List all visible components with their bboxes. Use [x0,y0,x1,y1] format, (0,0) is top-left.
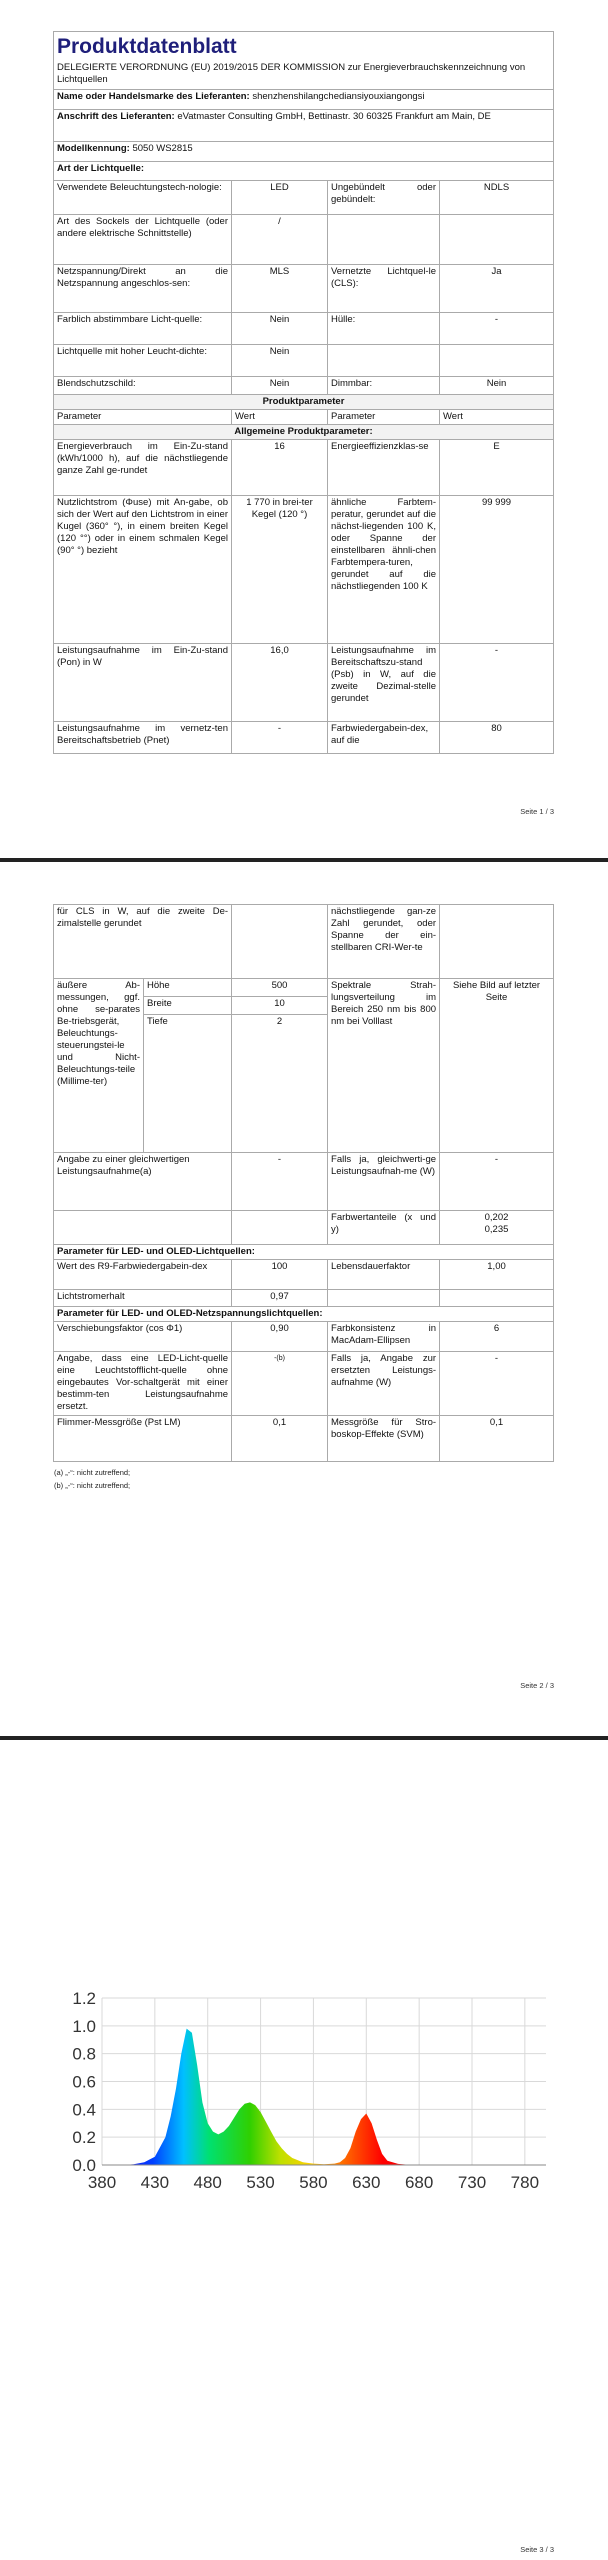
luminous-flux-label: Nutzlichtstrom (Φuse) mit An-gabe, ob sich der Wert auf den Lichtstrom in einer Kugel (360° °), in einem breiten Kegel (120 °°) oder in einem schmalen Kegel (90° °) bezieht [54,496,232,644]
cri-label-cont: nächstliegende gan-ze Zahl gerundet, oder Spanne der ein-stellbaren CRI-Wer-te [328,905,440,979]
footnotes [54,1466,130,1492]
envelope-label: Hülle: [328,313,440,345]
x-tick-label: 730 [457,2173,487,2192]
equivalent-power-w-label: Falls ja, gleichwerti-ge Leistungsaufnah-me (W) [328,1153,440,1211]
energy-class-value: E [440,440,554,496]
page-1 [0,0,608,828]
width-value: 10 [232,997,328,1015]
survival-factor-label: Lebensdauerfaktor [328,1260,440,1290]
spectral-distribution-label: Spektrale Strah-lungsverteilung im Bereich 250 nm bis 800 nm bei Volllast [328,979,440,1153]
light-type-label: Art der Lichtquelle: [54,162,554,181]
supplier-name: shenzhenshilangchediansiyouxiangongsi [252,91,425,102]
depth-label: Tiefe [144,1015,232,1153]
column-header-value: Wert [232,410,328,425]
chromaticity-x-value: 0,202 [484,1212,509,1223]
x-tick-label: 380 [87,2173,117,2192]
high-luminance-value: Nein [232,345,328,377]
fluorescent-replacement-label: Angabe, dass eine LED-Licht-quelle eine Leuchtstofflicht-quelle ohne eingebautes Vor-schaltgerät mit einer bestimm-ten Leistungsaufnahme ersetzt. [54,1352,232,1416]
x-tick-label: 580 [299,2173,328,2192]
equivalent-power-w-value: - [440,1153,554,1211]
product-datasheet-table-2 [53,904,554,1462]
page-footer: Seite 3 / 3 [520,2545,554,2554]
standby-power-label: Leistungsaufnahme im Bereitschaftszu-stand (Psb) in W, auf die zweite Dezimal-stelle gerundet [328,644,440,722]
r9-value: 100 [232,1260,328,1290]
model-id: 5050 WS2815 [132,143,193,154]
luminous-flux-value: 1 770 in brei-ter Kegel (120 °) [232,496,328,644]
dimmable-label: Dimmbar: [328,377,440,395]
energy-class-label: Energieeffizienzklas-se [328,440,440,496]
network-standby-label: Leistungsaufnahme im vernetz-ten Bereitschaftsbetrieb (Pnet) [54,722,232,754]
supplier-address: eVatmaster Consulting GmbH, Bettinastr. 30 60325 Frankfurt am Main, DE [177,111,491,122]
survival-factor-value: 1,00 [440,1260,554,1290]
y-tick-label: 0.2 [72,2128,96,2148]
replaced-power-value: - [440,1352,554,1416]
cls-label: Vernetzte Lichtquel-le (CLS): [328,265,440,313]
supplier-address-label: Anschrift des Lieferanten: [57,111,175,122]
chromaticity-y-value: 0,235 [484,1224,509,1235]
y-tick-label: 0.0 [72,2156,96,2175]
energy-consumption-value: 16 [232,440,328,496]
flicker-label: Flimmer-Messgröße (Pst LM) [54,1416,232,1462]
footnote-b: (b) „-“: nicht zutreffend; [54,1481,131,1490]
y-tick-label: 1.0 [72,2016,96,2036]
equivalent-power-label: Angabe zu einer gleichwertigen Leistungsaufnahme(a) [54,1153,232,1211]
model-label: Modellkennung: [57,143,130,154]
color-consistency-label: Farbkonsistenz in MacAdam-Ellipsen [328,1322,440,1352]
cls-value: Ja [440,265,554,313]
energy-consumption-label: Energieverbrauch im Ein-Zu-stand (kWh/1000 h), auf die nächstliegende ganze Zahl ge-rundet [54,440,232,496]
height-value: 500 [232,979,328,997]
page-separator [0,858,608,862]
fluorescent-replacement-value: -(b) [232,1352,328,1416]
lumen-maintenance-value: 0,97 [232,1290,328,1307]
chromaticity-label: Farbwertanteile (x und y) [328,1211,440,1245]
r9-label: Wert des R9-Farbwiedergabein-dex [54,1260,232,1290]
spectral-distribution-chart [46,1990,556,2200]
led-parameters-heading: Parameter für LED- und OLED-Lichtquellen: [54,1245,554,1260]
page-separator [0,1736,608,1740]
anti-glare-value: Nein [232,377,328,395]
x-tick-label: 430 [140,2173,170,2192]
cri-label: Farbwiedergabein-dex, auf die [328,722,440,754]
displacement-factor-label: Verschiebungsfaktor (cos Φ1) [54,1322,232,1352]
stroboscopic-label: Messgröße für Stro-boskop-Effekte (SVM) [328,1416,440,1462]
cct-value: 99 999 [440,496,554,644]
page-footer: Seite 2 / 3 [520,1681,554,1690]
socket-value: / [232,215,328,265]
x-tick-label: 780 [510,2173,540,2192]
width-label: Breite [144,997,232,1015]
x-tick-label: 680 [404,2173,434,2192]
column-header-value-2: Wert [440,410,554,425]
y-tick-label: 0.6 [72,2072,96,2092]
network-standby-label-cont: für CLS in W, auf die zweite De-zimalstelle gerundet [54,905,232,979]
equivalent-power-value: - [232,1153,328,1211]
socket-label: Art des Sockels der Lichtquelle (oder andere elektrische Schnittstelle) [54,215,232,265]
flicker-value: 0,1 [232,1416,328,1462]
page-footer: Seite 1 / 3 [520,807,554,816]
depth-value: 2 [232,1015,328,1153]
color-tunable-label: Farblich abstimmbare Licht-quelle: [54,313,232,345]
page-2 [0,884,608,1710]
lumen-maintenance-label: Lichtstromerhalt [54,1290,232,1307]
dimmable-value: Nein [440,377,554,395]
dls-label: Ungebündelt oder gebündelt: [328,181,440,215]
general-parameters-heading: Allgemeine Produktparameter: [54,425,554,440]
column-header-parameter-2: Parameter [328,410,440,425]
network-standby-value: - [232,722,328,754]
mains-led-parameters-heading: Parameter für LED- und OLED-Netzspannungslichtquellen: [54,1307,554,1322]
on-mode-power-label: Leistungsaufnahme im Ein-Zu-stand (Pon) in W [54,644,232,722]
product-parameters-heading: Produktparameter [54,395,554,410]
x-tick-label: 480 [193,2173,222,2192]
envelope-value: - [440,313,554,345]
on-mode-power-value: 16,0 [232,644,328,722]
y-tick-label: 1.2 [72,1990,96,2008]
mains-label: Netzspannung/Direkt an die Netzspannung angeschlos-sen: [54,265,232,313]
high-luminance-label: Lichtquelle mit hoher Leucht-dichte: [54,345,232,377]
regulation-text: DELEGIERTE VERORDNUNG (EU) 2019/2015 DER KOMMISSION zur Energieverbrauchskennzeichnung von Lichtquellen [57,62,526,85]
displacement-factor-value: 0,90 [232,1322,328,1352]
x-tick-label: 630 [352,2173,381,2192]
replaced-power-label: Falls ja, Angabe zur ersetzten Leistungs-aufnahme (W) [328,1352,440,1416]
dls-value: NDLS [440,181,554,215]
x-tick-label: 530 [246,2173,275,2192]
mains-value: MLS [232,265,328,313]
y-tick-label: 0.4 [72,2100,96,2120]
height-label: Höhe [144,979,232,997]
technology-label: Verwendete Beleuchtungstech-nologie: [54,181,232,215]
footnote-a: (a) „-“: nicht zutreffend; [54,1468,131,1477]
cct-label: ähnliche Farbtem-peratur, gerundet auf die nächst-liegenden 100 K, oder Spanne der einstellbaren ähnli-chen Farbtempera-turen, gerundet auf die nächstliegenden 100 K [328,496,440,644]
anti-glare-label: Blendschutzschild: [54,377,232,395]
cri-value: 80 [440,722,554,754]
page-title: Produktdatenblatt [57,35,237,58]
column-header-parameter: Parameter [54,410,232,425]
color-consistency-value: 6 [440,1322,554,1352]
color-tunable-value: Nein [232,313,328,345]
chart-axes [72,1990,546,2192]
product-datasheet-table-1 [53,31,554,754]
technology-value: LED [232,181,328,215]
dimensions-label: äußere Ab-messungen, ggf. ohne se-parates Be-triebsgerät, Beleuchtungs-steuerungstei-le und Nicht-Beleuchtungs-teile (Millime-ter) [54,979,144,1153]
spectral-distribution-value: Siehe Bild auf letzter Seite [440,979,554,1153]
standby-power-value: - [440,644,554,722]
stroboscopic-value: 0,1 [440,1416,554,1462]
y-tick-label: 0.8 [72,2044,96,2064]
supplier-name-label: Name oder Handelsmarke des Lieferanten: [57,91,250,102]
